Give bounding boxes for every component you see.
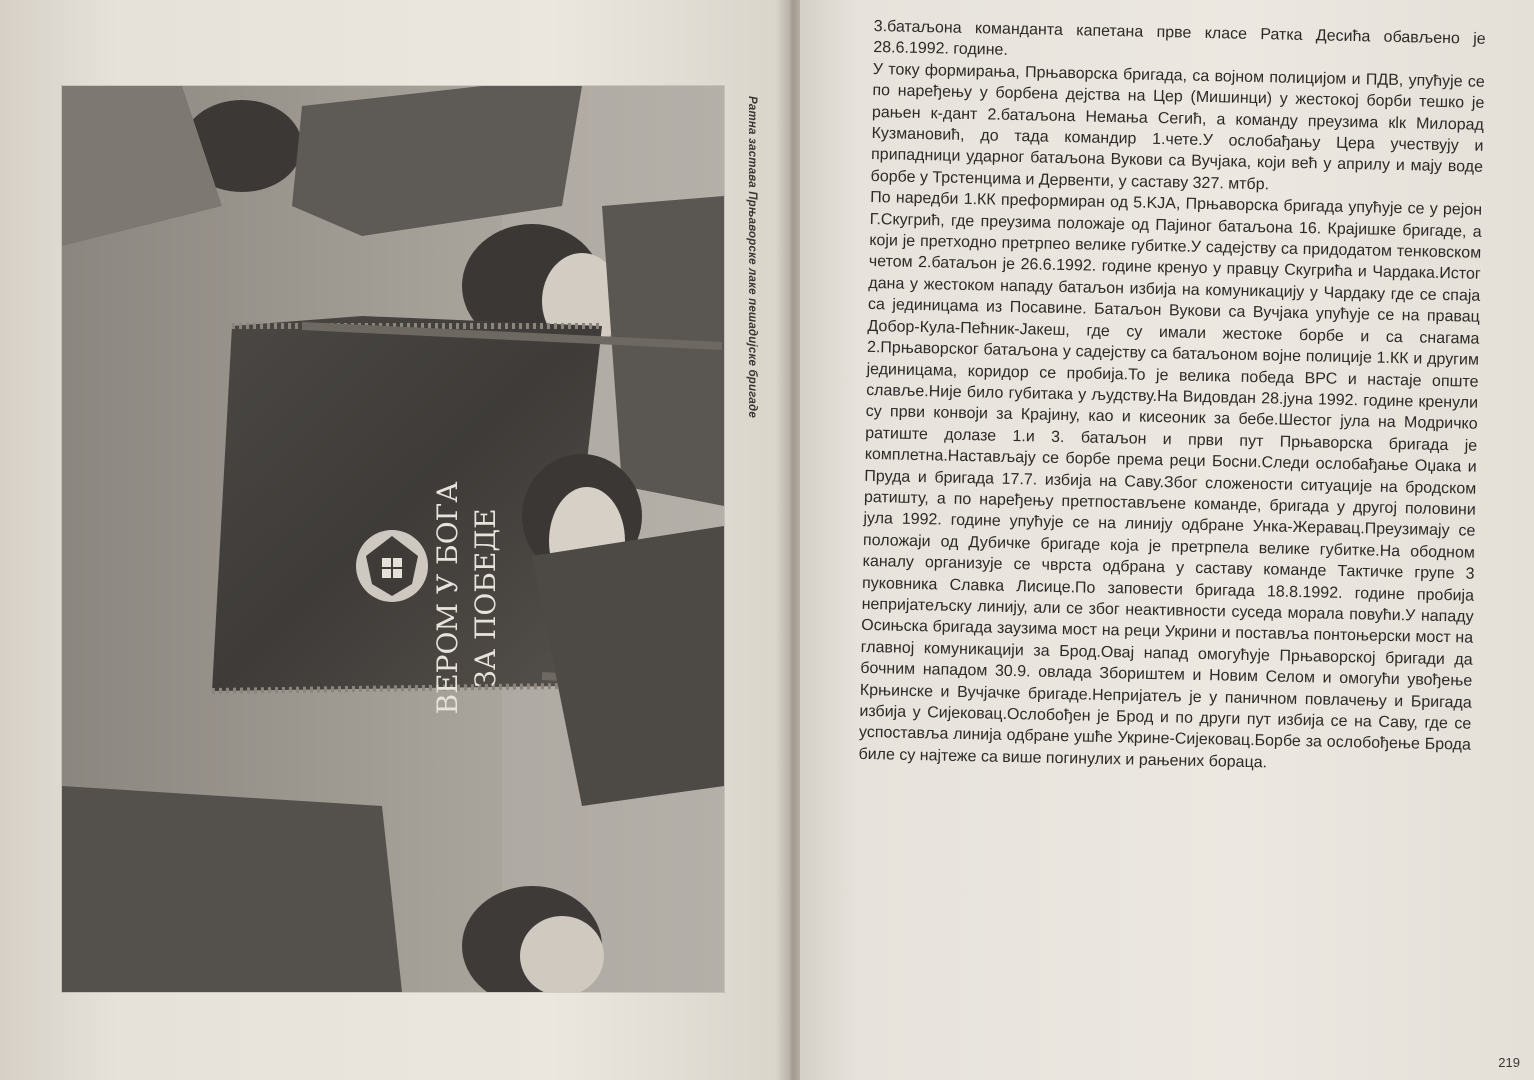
body-text [858, 16, 1486, 778]
eagle-emblem [356, 530, 428, 602]
flag-photograph [62, 86, 724, 992]
paragraph-3: По наредби 1.КК преформиран од 5.KJA, Прњаворска бригада упућује се у рејон Г.Скугрић, где преузима положаје од Пајиног батаљона 16. Крајишке бригаде, а који је претходно претрпео велике губитке.У садејству са придодатом тенковском четом 2.батаљон је 26.6.1992. године кренуо у правцу Скугрића и Чардака.Истог дана у жестоком нападу батаљон избија на комуникацију у Чардаку где се спаја са јединицама из Посавине. Батаљон Вукови са Вучјака упућује се на правац Добор-Кула-Пећник-Јакеш, где су имали жестоке борбе и са снагама 2.Прњаворског батаљона у садејству са батаљоном војне полиције 1.КК и другим јединицама, коридор се пробија.То је велика победа ВРС и настаје опште славље.Није било губитака у људству.На Видовдан 28.јуна 1992. године кренули су први конвоји за Крајину, као и кисеоник за бебе.Шестог јула на Модричко ратиште долазе 1.и 3. батаљон и први пут Прњаворска бригада је комплетна.Настављају се борбе према реци Босни.Следи ослобађање Оџака и Пруда и бригада 17.7. избија на Саву.Због сложености ситуације на бродском ратишту, а по наређењу претпостављене команде, бригада у другој половини јула 1992. године упућује се на линију одбране Унка-Жеравац.Преузимају се положаји од Дубичке бригаде која је претрпела велике губитке.На ободном каналу организује се чврста одбрана у саставу команде Тактичке групе 3 пуковника Славка Лисице.По заповести бригада 18.8.1992. године пробија непријатељску линију, али се због неактивности суседа морала повући.У нападу Осињска бригада заузима мост на реци Укрини и поставља понтоњерски мост на главној комуникацији за Брод.Овај напад омогућује Прњаворској бригади да бочним нападом 30.9. овлада Збориштем и Новим Селом и омогући увођење Крњинске и Вучјачке бригаде.Непријатељ је у паничном повлачењу и Бригада избија у Сијековац.Ослобођен је Брод и по други пут избија се на Саву, где се успоставља линија одбране ушће Укрине-Сијековац.Борбе за ослобођење Брода биле су најтеже са више погинулих и рањених бораца. [858, 189, 1483, 772]
flag-text-top: ВЕРОМ У БОГА [431, 481, 464, 715]
photo-caption [736, 96, 760, 456]
flag-text-bottom: ЗА ПОБЕДЕ [469, 508, 502, 688]
paragraph-2: У току формирања, Прњаворска бригада, са војном полицијом и ПДВ, упућује се по наређењу у борбена дејства на Цер (Мишинци) у жестокој борби тешко је рањен к-дант 2.батаљона Немања Сегић, а команду преузима кlк Милорад Кузмановић, до тада командир 1.чете.У ослобађању Цера учествују и припадници ударног батаљона Вукови са Вучјака, који већ у априлу и мају воде борбе у Трстенцима и Дервенти, у саставу 327. мтбр. [870, 60, 1485, 194]
page-number: 219 [1498, 1055, 1520, 1070]
photo-illustration [62, 86, 724, 992]
paragraph-1: 3.батаљона команданта капетана прве класе Ратка Десића обављено је 28.6.1992. године. [873, 17, 1486, 60]
photo-caption-text: Ратна застава Прњаворске лаке пешадијске бригаде [746, 96, 758, 418]
